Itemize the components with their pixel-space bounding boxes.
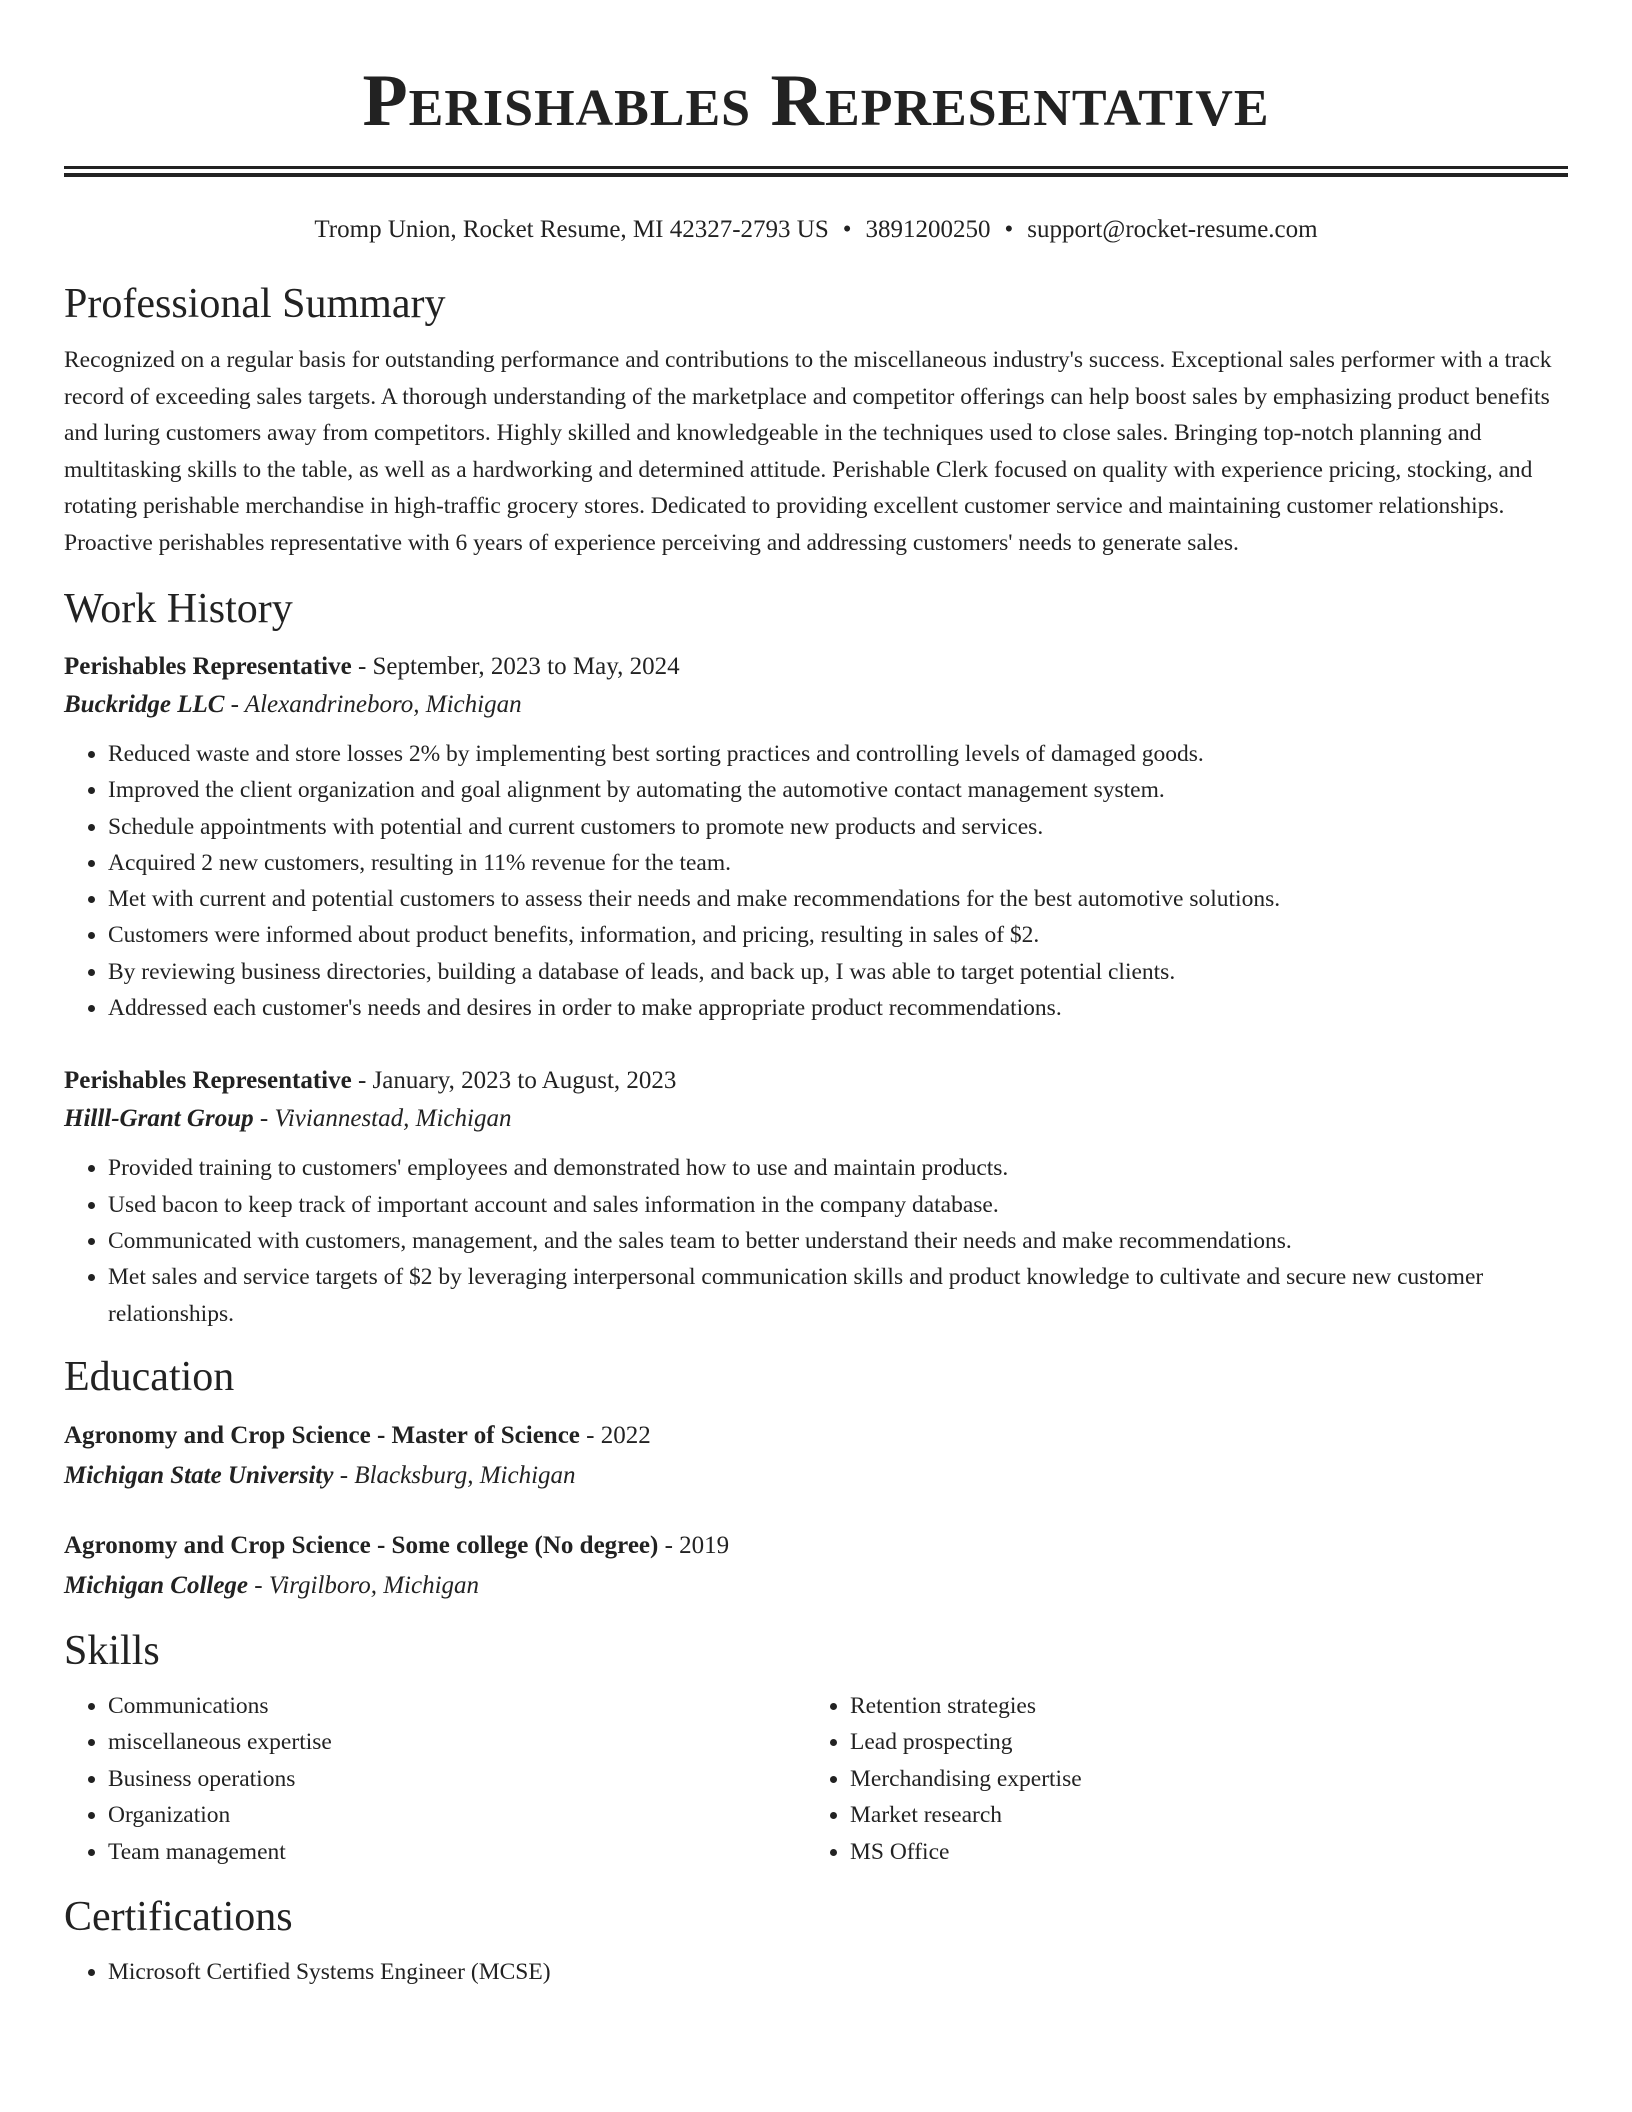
job-dates: - September, 2023 to May, 2024	[351, 653, 680, 680]
header-divider	[64, 166, 1568, 177]
job-bullet: • Reduced waste and store losses 2% by implementing best sorting practices and controlling levels of damaged goods.	[108, 736, 1568, 772]
job-company-line	[64, 686, 1568, 724]
skill-item: • miscellaneous expertise	[108, 1724, 806, 1761]
job-bullet: • Used bacon to keep track of important account and sales information in the company database.	[108, 1187, 1568, 1223]
certifications-list	[64, 1954, 1568, 1991]
job-bullet: • Schedule appointments with potential and current customers to promote new products and services.	[108, 809, 1568, 845]
education-year: - 2019	[658, 1531, 730, 1559]
job-title: Perishables Representative	[64, 653, 352, 680]
job-company: Buckridge LLC	[64, 691, 225, 718]
education-degree: Agronomy and Crop Science - Some college (No degree)	[64, 1531, 659, 1559]
skill-item: • MS Office	[850, 1834, 1548, 1871]
job-bullets	[64, 736, 1568, 1026]
skill-item: • Lead prospecting	[850, 1724, 1548, 1761]
resume-name: Perishables Representative	[362, 60, 1270, 142]
summary-text: Recognized on a regular basis for outstanding performance and contributions to the miscellaneous industry's success. Exceptional sales performer with a track record of exceeding sales targets. A thorough understanding of the marketplace and competitor offerings can help boost sales by emphasizing product benefits and luring customers away from competitors. Highly skilled and knowledgeable in the techniques used to close sales. Bringing top-notch planning and multitasking skills to the table, as well as a hardworking and determined attitude. Perishable Clerk focused on quality with experience pricing, stocking, and rotating perishable merchandise in high-traffic grocery stores. Dedicated to providing excellent customer service and maintaining customer relationships. Proactive perishables representative with 6 years of experience perceiving and addressing customers' needs to generate sales.	[64, 347, 1552, 556]
job-bullet: • Customers were informed about product benefits, information, and pricing, resulting in sales of $2.	[108, 917, 1568, 953]
skills-list	[64, 1688, 1568, 1871]
education-school-line	[64, 1566, 1568, 1606]
skill-item: • Retention strategies	[850, 1688, 1548, 1725]
job-bullets	[64, 1150, 1568, 1331]
job-title: Perishables Representative	[64, 1067, 352, 1095]
education-degree-line	[64, 1526, 1568, 1566]
education-heading: Education	[64, 1353, 235, 1400]
work-history-heading: Work History	[64, 586, 293, 632]
education-degree-line	[64, 1416, 1568, 1456]
job-bullet: • Communicated with customers, management, and the sales team to better understand their needs and make recommendations.	[108, 1223, 1568, 1259]
job-entry	[64, 648, 1568, 1026]
skill-item: • Team management	[108, 1834, 806, 1871]
job-location: - Viviannestad, Michigan	[253, 1105, 512, 1133]
job-dates: - January, 2023 to August, 2023	[351, 1067, 677, 1095]
education-entry	[64, 1526, 1568, 1606]
certification-item: • Microsoft Certified Systems Engineer (MCSE)	[108, 1954, 1568, 1991]
skill-item: • Business operations	[108, 1761, 806, 1798]
contact-phone: 3891200250	[865, 216, 991, 243]
education-school: Michigan State University	[64, 1461, 334, 1489]
job-bullet: • By reviewing business directories, building a database of leads, and back up, I was able to target potential clients.	[108, 954, 1568, 990]
skill-item: • Organization	[108, 1797, 806, 1834]
job-bullet: • Improved the client organization and goal alignment by automating the automotive contact management system.	[108, 772, 1568, 808]
education-school-line	[64, 1456, 1568, 1496]
education-location: - Blacksburg, Michigan	[333, 1461, 576, 1489]
job-entry	[64, 1062, 1568, 1331]
job-company: Hilll-Grant Group	[64, 1105, 254, 1133]
education-entry	[64, 1416, 1568, 1496]
certifications-heading: Certifications	[64, 1894, 293, 1941]
job-title-line	[64, 1062, 1568, 1100]
skills-column-right	[806, 1688, 1548, 1871]
job-bullet: • Addressed each customer's needs and desires in order to make appropriate product recommendations.	[108, 990, 1568, 1026]
job-title-line	[64, 648, 1568, 686]
skills-column-left	[64, 1688, 806, 1871]
skill-item: • Communications	[108, 1688, 806, 1725]
education-location: - Virgilboro, Michigan	[248, 1571, 480, 1599]
job-company-line	[64, 1100, 1568, 1138]
job-bullet: • Met with current and potential customers to assess their needs and make recommendations for the best automotive solutions.	[108, 881, 1568, 917]
education-school: Michigan College	[64, 1571, 249, 1599]
job-location: - Alexandrineboro, Michigan	[224, 691, 522, 718]
skills-heading: Skills	[64, 1627, 160, 1674]
skill-item: • Merchandising expertise	[850, 1761, 1548, 1798]
contact-separator: •	[842, 216, 852, 243]
education-year: - 2022	[579, 1421, 651, 1449]
contact-separator: •	[1004, 216, 1014, 243]
contact-email: support@rocket-resume.com	[1027, 216, 1318, 243]
skill-item: • Market research	[850, 1797, 1548, 1834]
contact-line	[64, 214, 1568, 246]
contact-address: Tromp Union, Rocket Resume, MI 42327-2793 US	[314, 216, 829, 243]
education-degree: Agronomy and Crop Science - Master of Science	[64, 1421, 580, 1449]
job-bullet: • Acquired 2 new customers, resulting in 11% revenue for the team.	[108, 845, 1568, 881]
job-bullet: • Met sales and service targets of $2 by leveraging interpersonal communication skills and product knowledge to cultivate and secure new customer relationships.	[108, 1259, 1568, 1332]
job-bullet: • Provided training to customers' employees and demonstrated how to use and maintain products.	[108, 1150, 1568, 1186]
summary-heading: Professional Summary	[64, 281, 446, 327]
